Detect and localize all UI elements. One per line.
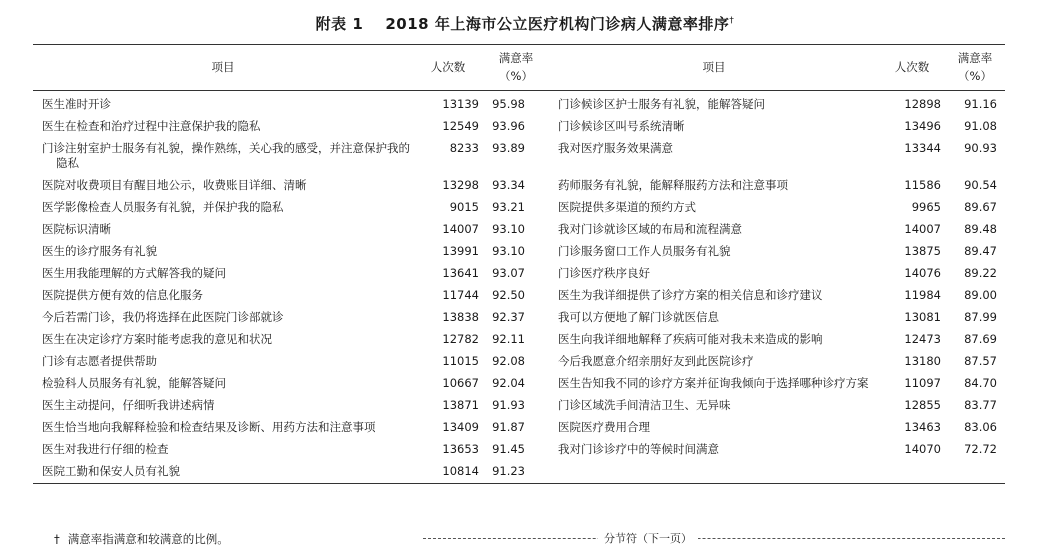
row-count-right: 13875 bbox=[904, 244, 941, 258]
row-item-right: 我对门诊诊疗中的等候时间满意 bbox=[558, 442, 719, 456]
row-rate-right: 89.47 bbox=[964, 244, 997, 258]
row-count-right: 13081 bbox=[904, 310, 941, 324]
table-row bbox=[33, 373, 1005, 395]
row-item-right: 我对医疗服务效果满意 bbox=[558, 141, 673, 155]
row-item-right: 门诊区域洗手间清洁卫生、无异味 bbox=[558, 398, 731, 412]
table-row bbox=[33, 263, 1005, 285]
row-item-left: 医生对我进行仔细的检查 bbox=[42, 442, 169, 456]
row-count-right: 12855 bbox=[904, 398, 941, 412]
table-header-row bbox=[33, 45, 1005, 91]
row-item-right: 药师服务有礼貌，能解释服药方法和注意事项 bbox=[558, 178, 788, 192]
table-body bbox=[33, 91, 1005, 484]
row-item-right: 医生向我详细地解释了疾病可能对我未来造成的影响 bbox=[558, 332, 823, 346]
row-count-left: 11015 bbox=[442, 354, 479, 368]
row-count-right: 11984 bbox=[904, 288, 941, 302]
table-row bbox=[33, 175, 1005, 197]
row-rate-right: 72.72 bbox=[964, 442, 997, 456]
table-row bbox=[33, 241, 1005, 263]
row-item-left: 医院标识清晰 bbox=[42, 222, 111, 236]
row-item-left: 医生在检查和治疗过程中注意保护我的隐私 bbox=[42, 119, 261, 133]
satisfaction-table bbox=[33, 44, 1005, 484]
row-item-left: 医生主动提问，仔细听我讲述病情 bbox=[42, 398, 215, 412]
row-item-right: 医院提供多渠道的预约方式 bbox=[558, 200, 696, 214]
header-rate-line2: （%） bbox=[958, 69, 992, 83]
row-rate-right: 90.54 bbox=[964, 178, 997, 192]
row-count-right: 13344 bbox=[904, 141, 941, 155]
row-rate-right: 87.99 bbox=[964, 310, 997, 324]
row-item-left: 医生用我能理解的方式解答我的疑问 bbox=[42, 266, 226, 280]
row-count-left: 11744 bbox=[442, 288, 479, 302]
row-rate-right: 84.70 bbox=[964, 376, 997, 390]
row-rate-left: 91.45 bbox=[492, 442, 525, 456]
row-item-left: 医生恰当地向我解释检验和检查结果及诊断、用药方法和注意事项 bbox=[42, 420, 376, 434]
table-row bbox=[33, 417, 1005, 439]
table-row bbox=[33, 197, 1005, 219]
row-rate-left: 92.50 bbox=[492, 288, 525, 302]
row-rate-right: 83.06 bbox=[964, 420, 997, 434]
row-item-right: 医生为我详细提供了诊疗方案的相关信息和诊疗建议 bbox=[558, 288, 823, 302]
header-item-left: 项目 bbox=[211, 60, 235, 74]
row-rate-left: 91.93 bbox=[492, 398, 525, 412]
row-count-left: 12549 bbox=[442, 119, 479, 133]
section-break-line bbox=[423, 538, 1005, 539]
row-item-right: 门诊候诊区护士服务有礼貌，能解答疑问 bbox=[558, 97, 765, 111]
row-rate-right: 90.93 bbox=[964, 141, 997, 155]
row-count-right: 14076 bbox=[904, 266, 941, 280]
row-rate-left: 92.08 bbox=[492, 354, 525, 368]
row-item-right: 我可以方便地了解门诊就医信息 bbox=[558, 310, 719, 324]
row-rate-left: 91.23 bbox=[492, 464, 525, 478]
row-count-left: 10667 bbox=[442, 376, 479, 390]
header-count-right: 人次数 bbox=[894, 60, 930, 74]
row-count-right: 14070 bbox=[904, 442, 941, 456]
row-count-left: 9015 bbox=[449, 200, 479, 214]
row-rate-left: 93.07 bbox=[492, 266, 525, 280]
row-count-right: 13463 bbox=[904, 420, 941, 434]
table-row bbox=[33, 307, 1005, 329]
row-rate-right: 89.22 bbox=[964, 266, 997, 280]
row-item-left: 医院工勤和保安人员有礼貌 bbox=[42, 464, 180, 478]
table-title bbox=[0, 13, 1050, 34]
row-item-right: 门诊医疗秩序良好 bbox=[558, 266, 650, 280]
table-row bbox=[33, 116, 1005, 138]
row-count-right: 13180 bbox=[904, 354, 941, 368]
row-rate-left: 92.11 bbox=[492, 332, 525, 346]
row-rate-left: 93.96 bbox=[492, 119, 525, 133]
row-rate-right: 91.16 bbox=[964, 97, 997, 111]
row-count-left: 13298 bbox=[442, 178, 479, 192]
row-rate-left: 93.89 bbox=[492, 141, 525, 155]
table-row bbox=[33, 351, 1005, 373]
header-rate-left bbox=[483, 45, 549, 91]
row-count-right: 13496 bbox=[904, 119, 941, 133]
row-item-left: 医生准时开诊 bbox=[42, 97, 111, 111]
row-count-right: 9965 bbox=[911, 200, 941, 214]
footnote-text: 满意率指满意和较满意的比例。 bbox=[67, 532, 229, 546]
row-item-right: 门诊候诊区叫号系统清晰 bbox=[558, 119, 685, 133]
row-rate-right: 83.77 bbox=[964, 398, 997, 412]
table-row bbox=[33, 219, 1005, 241]
header-item-right: 项目 bbox=[702, 60, 726, 74]
row-item-left: 医生的诊疗服务有礼貌 bbox=[42, 244, 157, 258]
row-item-right: 门诊服务窗口工作人员服务有礼貌 bbox=[558, 244, 731, 258]
header-rate-line2: （%） bbox=[499, 69, 533, 83]
table-title-text: 2018 年上海市公立医疗机构门诊病人满意率排序 bbox=[385, 15, 730, 33]
row-count-left: 13653 bbox=[442, 442, 479, 456]
header-count-left: 人次数 bbox=[430, 60, 466, 74]
row-item-left: 检验科人员服务有礼貌，能解答疑问 bbox=[42, 376, 226, 390]
row-rate-left: 93.34 bbox=[492, 178, 525, 192]
row-count-left: 8233 bbox=[449, 141, 479, 155]
table-row bbox=[33, 138, 1005, 175]
table-row bbox=[33, 285, 1005, 307]
row-count-left: 13409 bbox=[442, 420, 479, 434]
row-count-left: 13838 bbox=[442, 310, 479, 324]
row-count-right: 11097 bbox=[904, 376, 941, 390]
row-item-left: 医院对收费项目有醒目地公示，收费账目详细、清晰 bbox=[42, 178, 307, 192]
row-rate-left: 93.10 bbox=[492, 222, 525, 236]
footnote-mark: † bbox=[54, 532, 60, 546]
section-break-label: 分节符（下一页） bbox=[598, 530, 698, 546]
row-rate-left: 95.98 bbox=[492, 97, 525, 111]
row-item-right: 我对门诊就诊区域的布局和流程满意 bbox=[558, 222, 742, 236]
row-rate-left: 93.21 bbox=[492, 200, 525, 214]
row-item-left: 医院提供方便有效的信息化服务 bbox=[42, 288, 203, 302]
row-item-right: 医生告知我不同的诊疗方案并征询我倾向于选择哪种诊疗方案 bbox=[558, 376, 869, 390]
table-label: 附表 1 bbox=[315, 15, 364, 33]
row-count-right bbox=[879, 461, 945, 484]
header-rate-line1: 满意率 bbox=[957, 51, 993, 65]
row-item-right: 今后我愿意介绍亲朋好友到此医院诊疗 bbox=[558, 354, 754, 368]
row-item-left: 今后若需门诊，我仍将选择在此医院门诊部就诊 bbox=[42, 310, 284, 324]
row-rate-right: 89.48 bbox=[964, 222, 997, 236]
row-rate-left: 91.87 bbox=[492, 420, 525, 434]
footnote bbox=[54, 531, 229, 547]
row-rate-left: 92.37 bbox=[492, 310, 525, 324]
row-count-right: 11586 bbox=[904, 178, 941, 192]
row-item-left: 医学影像检查人员服务有礼貌，并保护我的隐私 bbox=[42, 200, 284, 214]
title-footnote-mark: † bbox=[729, 16, 735, 26]
table-footer bbox=[33, 527, 1005, 547]
row-count-left: 13991 bbox=[442, 244, 479, 258]
table-row bbox=[33, 395, 1005, 417]
row-rate-right: 89.00 bbox=[964, 288, 997, 302]
row-item-left: 门诊有志愿者提供帮助 bbox=[42, 354, 157, 368]
row-item-left: 医生在决定诊疗方案时能考虑我的意见和状况 bbox=[42, 332, 272, 346]
row-item-left: 门诊注射室护士服务有礼貌，操作熟练，关心我的感受，并注意保护我的隐私 bbox=[42, 141, 410, 170]
row-count-right: 12898 bbox=[904, 97, 941, 111]
table-row bbox=[33, 91, 1005, 117]
row-count-left: 13641 bbox=[442, 266, 479, 280]
row-count-left: 13139 bbox=[442, 97, 479, 111]
row-count-left: 14007 bbox=[442, 222, 479, 236]
row-rate-left: 92.04 bbox=[492, 376, 525, 390]
table-row bbox=[33, 439, 1005, 461]
row-count-left: 10814 bbox=[442, 464, 479, 478]
row-item-right: 医院医疗费用合理 bbox=[558, 420, 650, 434]
row-count-right: 14007 bbox=[904, 222, 941, 236]
row-rate-left: 93.10 bbox=[492, 244, 525, 258]
header-rate-line1: 满意率 bbox=[498, 51, 534, 65]
row-rate-right: 87.57 bbox=[964, 354, 997, 368]
row-item-right bbox=[549, 461, 879, 484]
table-row bbox=[33, 461, 1005, 484]
row-rate-right: 89.67 bbox=[964, 200, 997, 214]
row-rate-right bbox=[945, 461, 1005, 484]
row-count-right: 12473 bbox=[904, 332, 941, 346]
table-row bbox=[33, 329, 1005, 351]
row-rate-right: 91.08 bbox=[964, 119, 997, 133]
header-rate-right bbox=[945, 45, 1005, 91]
row-rate-right: 87.69 bbox=[964, 332, 997, 346]
row-count-left: 12782 bbox=[442, 332, 479, 346]
row-count-left: 13871 bbox=[442, 398, 479, 412]
